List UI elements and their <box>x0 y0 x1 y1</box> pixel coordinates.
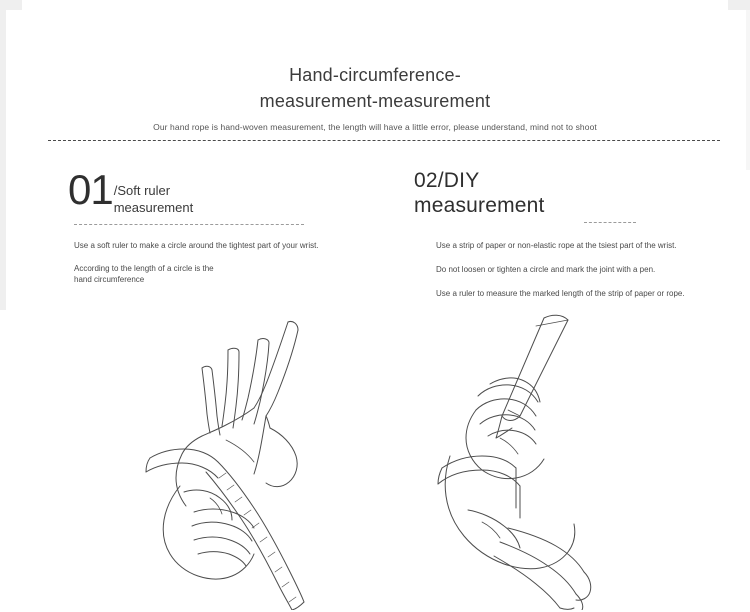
section-02-heading <box>414 168 724 218</box>
section-01-label-line-2: measurement <box>113 200 194 215</box>
section-02-step-2: Do not loosen or tighten a circle and mark the joint with a pen. <box>436 265 656 274</box>
section-02-number: 02/DIY <box>414 169 480 192</box>
section-01-step-2: According to the length of a circle is the hand circumference <box>74 264 214 284</box>
page-title <box>6 62 744 114</box>
section-02 <box>414 168 724 218</box>
illustration-soft-ruler <box>106 310 356 610</box>
section-01-label-line-1: /Soft ruler <box>113 183 171 198</box>
upper-hand-holding-pen <box>466 378 544 479</box>
right-edge-strip <box>746 10 750 170</box>
section-01-label <box>113 168 193 216</box>
section-01-rule <box>74 224 304 225</box>
soft-ruler-tape <box>146 449 304 610</box>
page-title-line-2: measurement-measurement <box>259 91 491 111</box>
header-divider <box>48 140 720 141</box>
section-01-number: 01 <box>68 166 113 213</box>
lower-hand-outline <box>163 486 254 579</box>
lower-hand-wrist <box>445 456 591 610</box>
section-02-rule <box>584 222 636 223</box>
page-subtitle: Our hand rope is hand-woven measurement, the length will have a little error, please understand, mind not to shoot <box>153 122 597 132</box>
section-01-steps <box>74 240 329 297</box>
paper-strip <box>438 456 520 518</box>
upper-hand-outline <box>176 321 298 506</box>
section-02-label: measurement <box>414 194 545 217</box>
illustration-paper-strip <box>416 310 666 610</box>
section-01-step-1: Use a soft ruler to make a circle around the tightest part of your wrist. <box>74 241 319 250</box>
section-02-step-1: Use a strip of paper or non-elastic rope at the tsiest part of the wrist. <box>436 241 677 250</box>
section-02-steps <box>436 240 736 312</box>
top-edge-white-gap <box>22 0 728 10</box>
page-title-line-1: Hand-circumference- <box>289 65 461 85</box>
document-page <box>6 10 744 612</box>
section-01-heading <box>68 168 368 224</box>
section-02-step-3: Use a ruler to measure the marked length of the strip of paper or rope. <box>436 289 685 298</box>
pen <box>496 315 568 438</box>
section-01 <box>68 168 368 224</box>
